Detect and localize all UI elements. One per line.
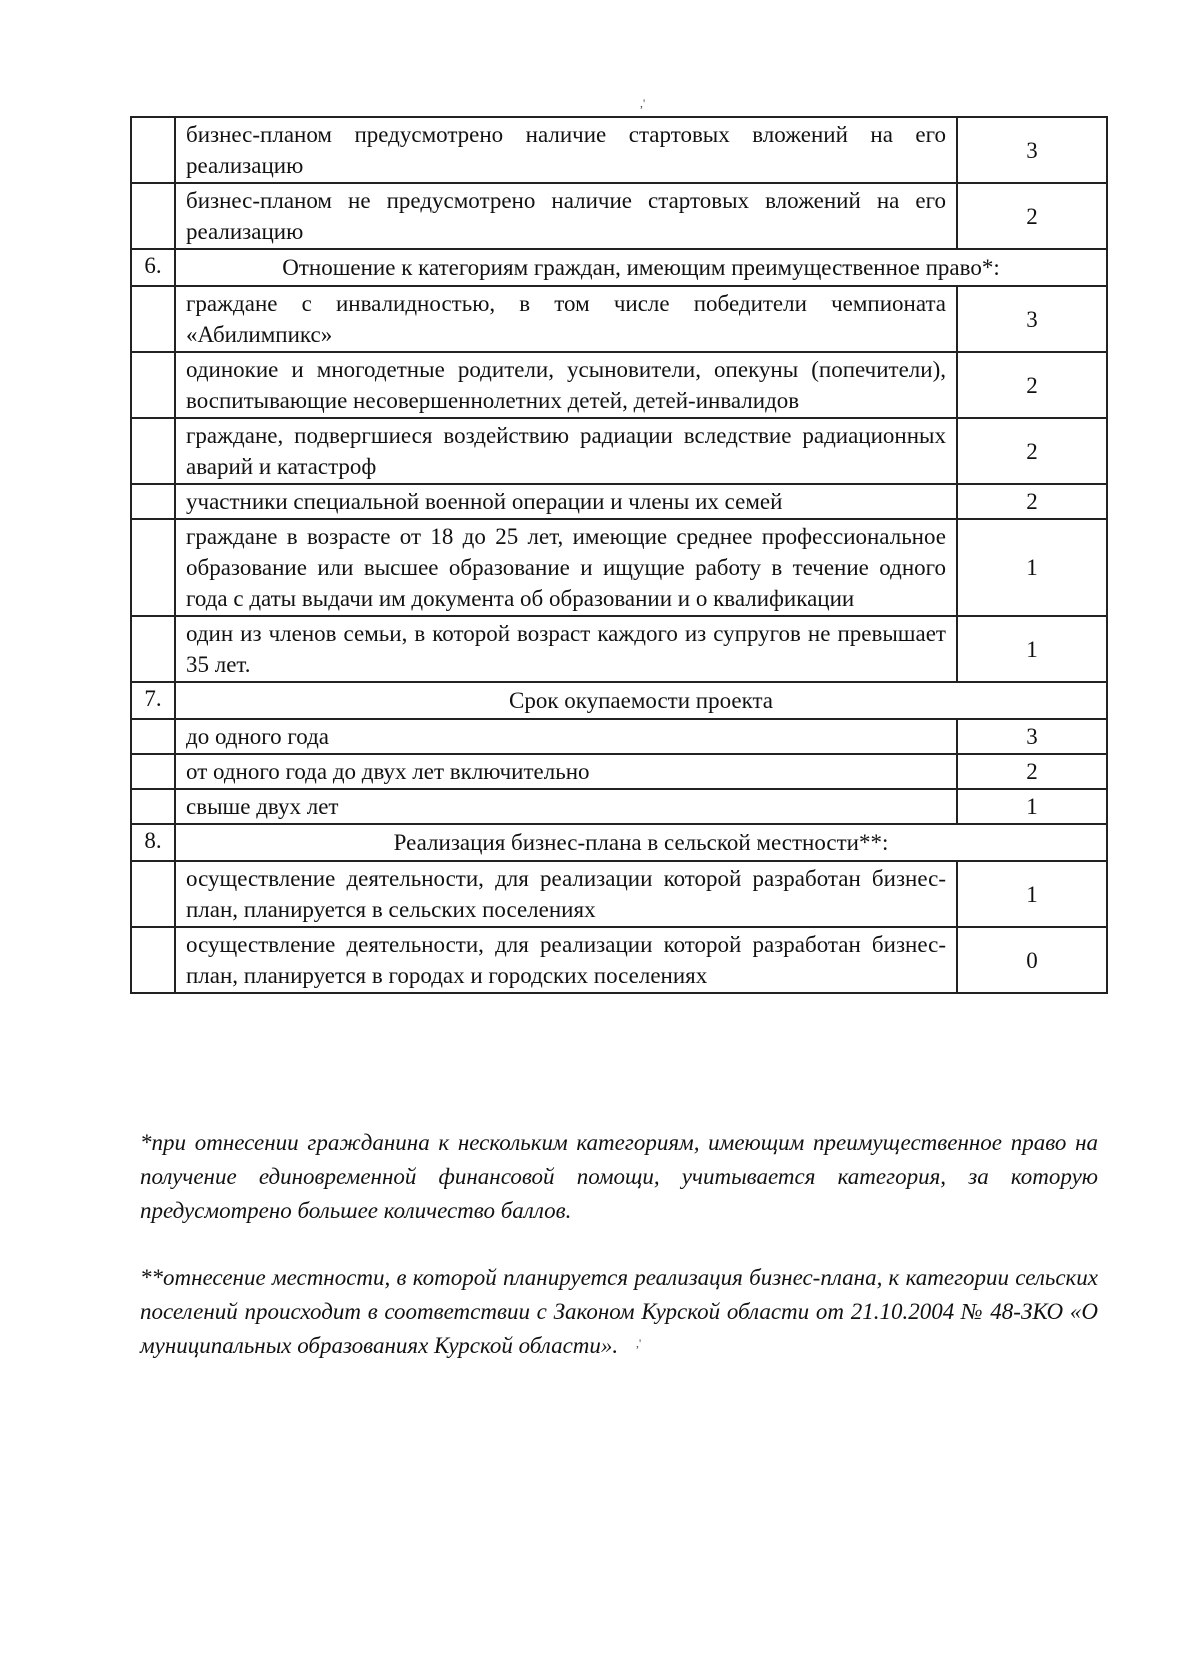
criterion-description: свыше двух лет xyxy=(175,789,957,824)
row-number: 7. xyxy=(131,682,175,719)
criterion-score: 2 xyxy=(957,484,1107,519)
row-number xyxy=(131,616,175,682)
criterion-description: граждане, подвергшиеся воздействию радиации вследствие радиационных аварий и катастроф xyxy=(175,418,957,484)
criterion-row xyxy=(131,754,1107,789)
section-title: Срок окупаемости проекта xyxy=(175,682,1107,719)
section-row xyxy=(131,824,1107,861)
criterion-row xyxy=(131,418,1107,484)
criterion-row xyxy=(131,484,1107,519)
criterion-score: 1 xyxy=(957,861,1107,927)
criterion-description: граждане в возрасте от 18 до 25 лет, имеющие среднее профессиональное образование или высшее образование и ищущие работу в течение одного года с даты выдачи им документа об образовании и о квалификации xyxy=(175,519,957,616)
criterion-score: 3 xyxy=(957,719,1107,754)
criteria-table-body xyxy=(131,117,1107,993)
criterion-description: один из членов семьи, в которой возраст каждого из супругов не превышает 35 лет. xyxy=(175,616,957,682)
row-number xyxy=(131,286,175,352)
criterion-row xyxy=(131,861,1107,927)
row-number xyxy=(131,117,175,183)
section-row xyxy=(131,249,1107,286)
criterion-description: бизнес-планом предусмотрено наличие стартовых вложений на его реализацию xyxy=(175,117,957,183)
row-number: 8. xyxy=(131,824,175,861)
criterion-score: 3 xyxy=(957,117,1107,183)
row-number: 6. xyxy=(131,249,175,286)
criterion-row xyxy=(131,789,1107,824)
footnote-rural-settlements: **отнесение местности, в которой планируется реализация бизнес-плана, к категории сельских поселений происходит в соответствии с Законом Курской области от 21.10.2004 № 48-ЗКО «О муниципальных образованиях Курской области». xyxy=(140,1265,1098,1358)
criterion-score: 3 xyxy=(957,286,1107,352)
criterion-description: от одного года до двух лет включительно xyxy=(175,754,957,789)
footnote-priority-categories: *при отнесении гражданина к нескольким категориям, имеющим преимущественное право на получение единовременной финансовой помощи, учитывается категория, за которую предусмотрено большее количество баллов. xyxy=(140,1130,1098,1223)
criterion-description: осуществление деятельности, для реализации которой разработан бизнес-план, планируется в сельских поселениях xyxy=(175,861,957,927)
section-row xyxy=(131,682,1107,719)
criterion-row xyxy=(131,927,1107,993)
row-number xyxy=(131,754,175,789)
section-title: Реализация бизнес-плана в сельской местности**: xyxy=(175,824,1107,861)
criterion-description: участники специальной военной операции и члены их семей xyxy=(175,484,957,519)
criterion-row xyxy=(131,286,1107,352)
row-number xyxy=(131,183,175,249)
criterion-description: одинокие и многодетные родители, усыновители, опекуны (попечители), воспитывающие несовершеннолетних детей, детей-инвалидов xyxy=(175,352,957,418)
criterion-row xyxy=(131,519,1107,616)
criterion-score: 2 xyxy=(957,418,1107,484)
criterion-row xyxy=(131,616,1107,682)
criterion-row xyxy=(131,719,1107,754)
criterion-score: 0 xyxy=(957,927,1107,993)
criteria-table xyxy=(130,116,1108,994)
row-number xyxy=(131,352,175,418)
criterion-row xyxy=(131,117,1107,183)
criterion-description: граждане с инвалидностью, в том числе победители чемпионата «Абилимпикс» xyxy=(175,286,957,352)
section-title: Отношение к категориям граждан, имеющим преимущественное право*: xyxy=(175,249,1107,286)
criterion-score: 1 xyxy=(957,616,1107,682)
criterion-score: 1 xyxy=(957,789,1107,824)
row-number xyxy=(131,484,175,519)
criterion-score: 1 xyxy=(957,519,1107,616)
criterion-score: 2 xyxy=(957,352,1107,418)
row-number xyxy=(131,789,175,824)
row-number xyxy=(131,719,175,754)
row-number xyxy=(131,418,175,484)
criterion-description: бизнес-планом не предусмотрено наличие стартовых вложений на его реализацию xyxy=(175,183,957,249)
row-number xyxy=(131,519,175,616)
row-number xyxy=(131,861,175,927)
scan-artifact: ,' xyxy=(636,1336,642,1350)
criterion-row xyxy=(131,183,1107,249)
criterion-score: 2 xyxy=(957,183,1107,249)
scan-artifact: ,' xyxy=(640,96,646,110)
row-number xyxy=(131,927,175,993)
criterion-row xyxy=(131,352,1107,418)
criterion-description: до одного года xyxy=(175,719,957,754)
criterion-description: осуществление деятельности, для реализации которой разработан бизнес-план, планируется в городах и городских поселениях xyxy=(175,927,957,993)
criterion-score: 2 xyxy=(957,754,1107,789)
